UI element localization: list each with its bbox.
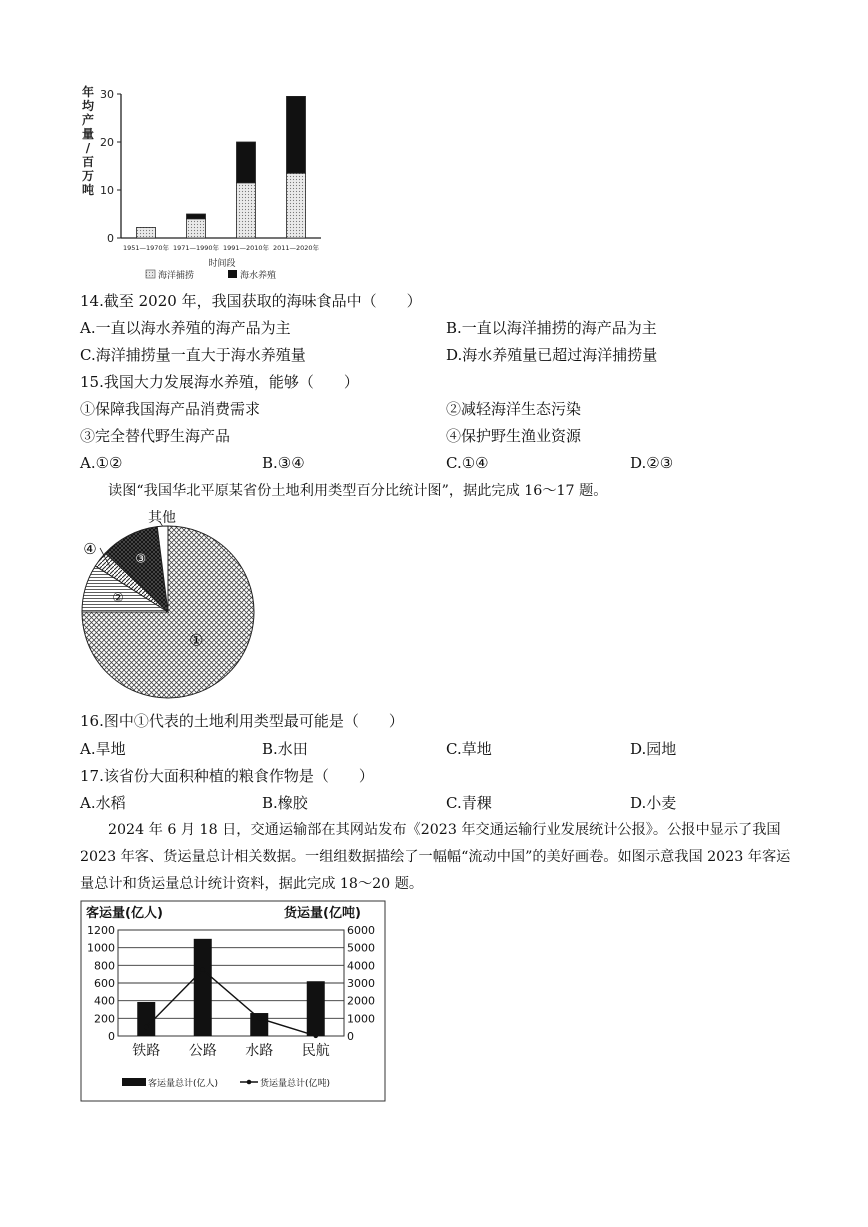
x-tick-label: 铁路	[132, 1043, 161, 1059]
y2-tick-label: 3000	[347, 977, 375, 990]
x-axis-label: 时间段	[208, 259, 236, 269]
x-tick-label: 水路	[245, 1043, 274, 1059]
legend-freight: 货运量总计(亿吨)	[260, 1079, 331, 1089]
question-15-stem: 15.我国大力发展海水养殖，能够（ ）	[80, 373, 359, 391]
y2-tick-label: 0	[347, 1030, 354, 1043]
x-tick-label: 民航	[301, 1043, 330, 1059]
y-axis-label-left: 客运量(亿人)	[86, 906, 163, 921]
bar-passenger	[307, 981, 325, 1036]
bar-aquaculture	[237, 142, 256, 183]
q15-option-d[interactable]: D.②③	[630, 454, 674, 472]
legend-marine-catch: 海洋捕捞	[158, 271, 195, 281]
x-tick-label: 1971—1990年	[172, 244, 220, 252]
y-tick-label: 0	[108, 1030, 115, 1043]
q15-statement-4: ④保护野生渔业资源	[446, 427, 582, 445]
q14-option-a[interactable]: A.一直以海水养殖的海产品为主	[80, 319, 291, 337]
point-freight	[200, 967, 205, 972]
q15-option-b[interactable]: B.③④	[262, 454, 305, 472]
y2-tick-label: 1000	[347, 1012, 375, 1026]
q14-option-d[interactable]: D.海水养殖量已超过海洋捕捞量	[446, 346, 658, 364]
x-tick-label: 1991—2010年	[222, 244, 270, 252]
bar-marine-catch	[237, 183, 256, 238]
bar-passenger	[194, 939, 212, 1036]
q17-option-d[interactable]: D.小麦	[630, 794, 677, 812]
x-tick-label: 2011—2020年	[272, 244, 320, 252]
q17-option-a[interactable]: A.水稻	[80, 794, 126, 812]
point-freight	[257, 1016, 262, 1021]
y-tick-label: 1000	[87, 941, 115, 955]
question-16-stem: 16.图中①代表的土地利用类型最可能是（ ）	[80, 712, 404, 730]
x-tick-label: 1951—1970年	[122, 244, 170, 252]
y-tick-label: 30	[100, 88, 114, 101]
y-tick-label: 20	[100, 136, 114, 149]
y-tick-label: 0	[107, 232, 114, 245]
q14-option-c[interactable]: C.海洋捕捞量一直大于海水养殖量	[80, 346, 306, 364]
y2-tick-label: 6000	[347, 924, 375, 937]
y2-tick-label: 4000	[347, 959, 375, 973]
q15-option-a[interactable]: A.①②	[80, 454, 123, 472]
y-tick-label: 200	[94, 1012, 115, 1026]
q15-statement-3: ③完全替代野生海产品	[80, 427, 231, 445]
bar-marine-catch	[187, 219, 206, 238]
q16-option-d[interactable]: D.园地	[630, 740, 677, 758]
intro-16-17: 读图“我国华北平原某省份土地利用类型百分比统计图”，据此完成 16～17 题。	[108, 483, 608, 499]
q17-option-c[interactable]: C.青稞	[446, 794, 492, 812]
point-freight	[313, 1034, 318, 1039]
legend-aquaculture: 海水养殖	[240, 271, 277, 281]
q16-option-c[interactable]: C.草地	[446, 740, 492, 758]
y-tick-label: 400	[94, 994, 115, 1008]
y-axis-label-right: 货运量(亿吨)	[284, 906, 361, 921]
chart-legend	[146, 269, 276, 281]
y-tick-label: 600	[94, 977, 115, 990]
pie-label: ①	[189, 630, 204, 650]
y2-tick-label: 2000	[347, 994, 375, 1008]
chart-legend	[122, 1077, 330, 1089]
q14-option-b[interactable]: B.一直以海洋捕捞的海产品为主	[446, 319, 657, 337]
intro-18-20: 2024 年 6 月 18 日，交通运输部在其网站发布《2023 年交通运输行业发展统计公报》。公报中显示了我国 2023 年客、货运量总计相关数据。一组组数据描绘了一幅幅“流动中国”的美好画卷。如图示意我国 2023 年客运量总计和货运量总计统计资料，据此完成 18～20 题。	[80, 822, 791, 892]
y-tick-label: 800	[94, 959, 115, 973]
question-17-stem: 17.该省份大面积种植的粮食作物是（ ）	[80, 767, 374, 785]
legend-passenger: 客运量总计(亿人)	[148, 1079, 219, 1089]
pie-label: ②	[112, 590, 124, 606]
bar-passenger	[137, 1002, 155, 1036]
seafood-production-chart	[76, 82, 336, 282]
y-axis-label	[82, 84, 95, 197]
q17-option-b[interactable]: B.橡胶	[262, 794, 308, 812]
y-tick-label: 1200	[87, 924, 115, 937]
pie-label: ③	[135, 551, 147, 566]
q16-option-a[interactable]: A.旱地	[80, 740, 126, 758]
transport-volume-chart	[80, 900, 386, 1102]
pie-label-other: 其他	[148, 510, 176, 526]
bar-aquaculture	[287, 96, 306, 173]
q15-statement-1: ①保障我国海产品消费需求	[80, 400, 261, 418]
bar-marine-catch	[137, 227, 156, 238]
land-use-pie-chart	[74, 510, 264, 700]
x-tick-label: 公路	[188, 1043, 217, 1059]
y-tick-label: 10	[100, 184, 114, 197]
y2-tick-label: 5000	[347, 941, 375, 955]
bar-marine-catch	[287, 173, 306, 238]
pie-label-4: ④	[83, 540, 97, 558]
question-14-stem: 14.截至 2020 年，我国获取的海味食品中（ ）	[80, 292, 422, 310]
q15-option-c[interactable]: C.①④	[446, 454, 489, 472]
y-axis-label-text: 年均产量/百万吨	[81, 85, 95, 197]
q16-option-b[interactable]: B.水田	[262, 740, 308, 758]
q15-statement-2: ②减轻海洋生态污染	[446, 400, 582, 418]
line-freight	[146, 970, 316, 1036]
point-freight	[144, 1025, 149, 1030]
bar-aquaculture	[187, 214, 206, 219]
